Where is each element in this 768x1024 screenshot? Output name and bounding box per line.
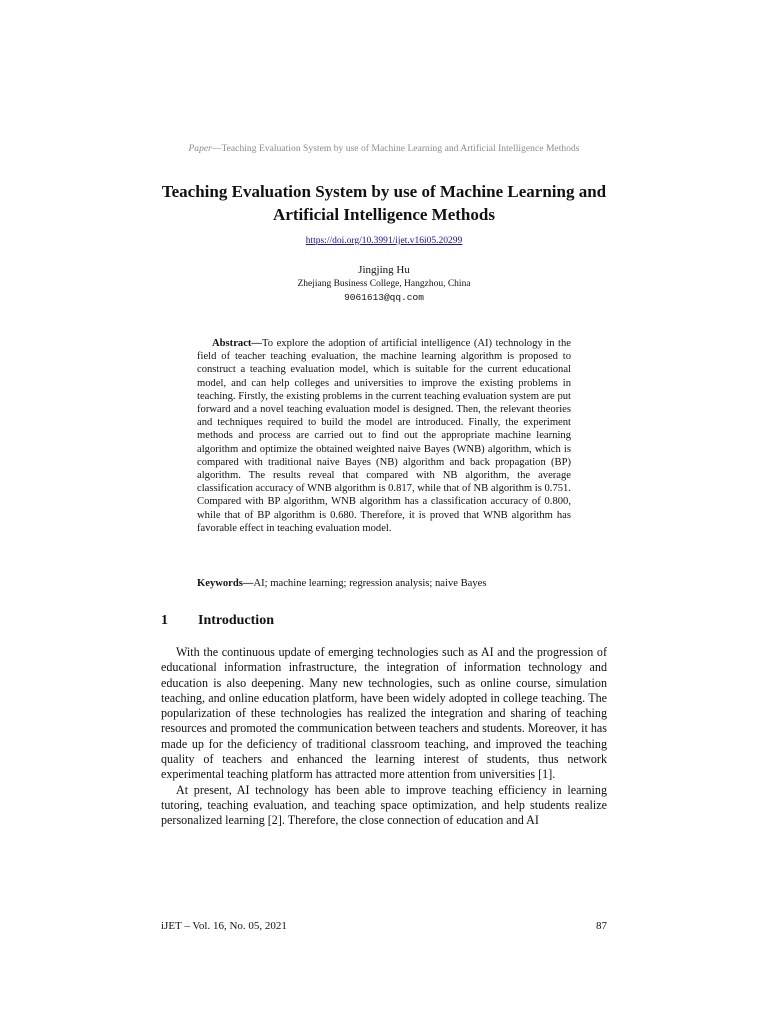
footer-page-number: 87 [596,920,607,932]
body-paragraph: With the continuous update of emerging technologies such as AI and the progression of educational information infrastructure, the integration of information technology and education is also deepening. Many new technologies, such as online course, simulation teaching, and online education platform, have been widely adopted in college teaching. The popularization of these technologies has realized the integration and sharing of teaching resources and promoted the communication between teachers and students. Moreover, it has made up for the deficiency of traditional classroom teaching, and improved the teaching quality of teachers and enhanced the learning interest of students, thus network experimental teaching platform has attracted more attention from universities [1]. [161,645,607,782]
doi-link[interactable]: https://doi.org/10.3991/ijet.v16i05.20299 [305,236,463,246]
author-name: Jingjing Hu [358,264,410,276]
keywords-label: Keywords— [197,578,254,589]
running-header [0,144,768,154]
keywords-text: AI; machine learning; regression analysis; naive Bayes [253,578,487,589]
running-header-paper-label: Paper [188,144,212,154]
paper-title: Teaching Evaluation System by use of Machine Learning and Artificial Intelligence Methods [161,182,607,224]
section-title: Introduction [198,613,274,628]
author-affiliation: Zhejiang Business College, Hangzhou, China [297,279,471,289]
body-paragraph: At present, AI technology has been able to improve teaching efficiency in learning tutoring, teaching evaluation, and teaching space optimization, and help students realize personalized learning [2]. Therefore, the close connection of education and AI [161,782,607,828]
abstract-text: To explore the adoption of artificial intelligence (AI) technology in the field of teacher teaching evaluation, the machine learning algorithm is proposed to construct a teaching evaluation model, which is suitable for the current educational model, and can help colleges and universities to improve the existing problems in teaching. Firstly, the existing problems in the current teaching evaluation system are put forward and a novel teaching evaluation model is designed. Then, the relevant theories and techniques required to build the model are introduced. Finally, the experiment methods and process are carried out to find out the appropriate machine learning algorithm and optimize the obtained weighted naive Bayes (WNB) algorithm, which is compared with traditional naive Bayes (NB) algorithm and back propagation (BP) algorithm. The results reveal that compared with NB algorithm, the average classification accuracy of WNB algorithm is 0.817, while that of NB algorithm is 0.751. Compared with BP algorithm, WNB algorithm has a classification accuracy of 0.800, while that of BP algorithm is 0.680. Therefore, it is proved that WNB algorithm has favorable effect in teaching evaluation model. [197,338,571,534]
section-number: 1 [161,613,168,628]
author-email: 9061613@qq.com [344,292,424,303]
footer-journal: iJET – Vol. 16, No. 05, 2021 [161,920,287,932]
doi-line [0,236,768,246]
abstract-label: Abstract— [212,338,263,349]
body-text [161,645,607,829]
keywords [197,578,571,589]
running-header-text: —Teaching Evaluation System by use of Machine Learning and Artificial Intelligence Methods [211,144,580,154]
section-heading [161,613,274,629]
abstract [197,337,571,535]
